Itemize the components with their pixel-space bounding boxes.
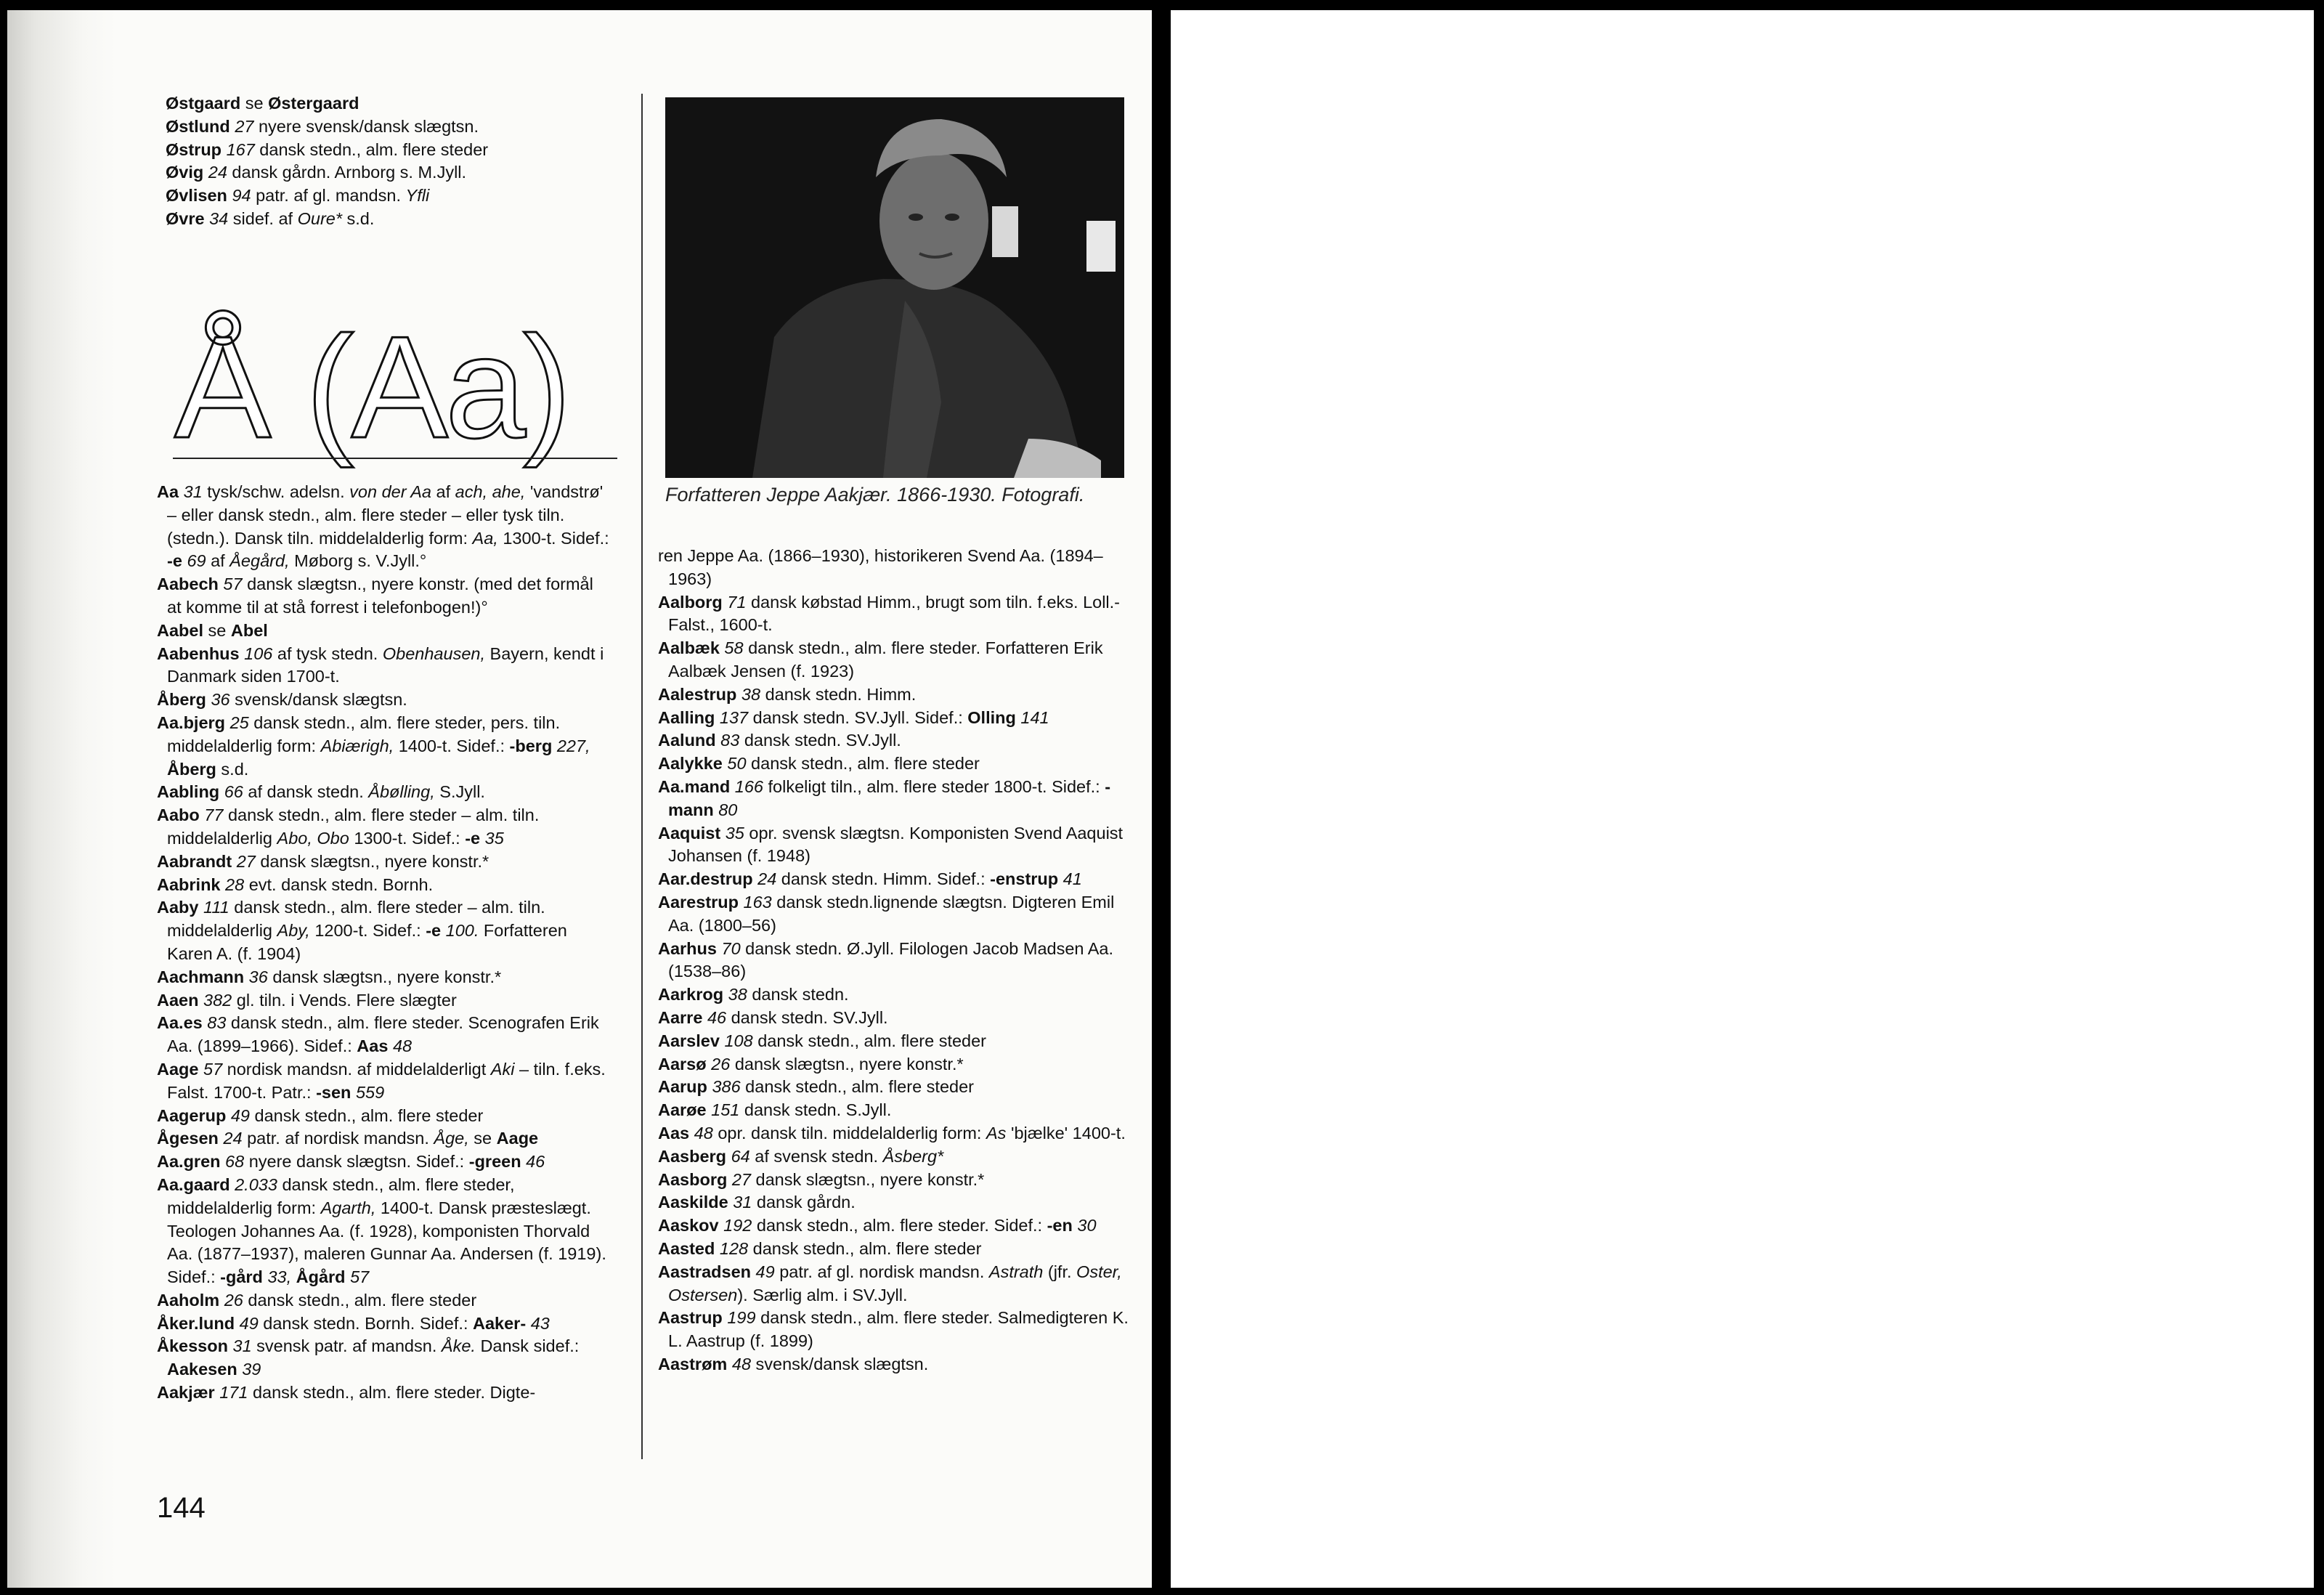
- author-photograph: [665, 97, 1124, 478]
- dictionary-entry: Aabrandt 27 dansk slægtsn., nyere konstr.*: [157, 851, 489, 871]
- entry-list-left: [157, 481, 612, 1405]
- dictionary-entry: Aabenhus 106 af tysk stedn. Obenhausen, Bayern, kendt i Danmark siden 1700-t.: [157, 644, 604, 686]
- dictionary-entry: Aa 31 tysk/schw. adelsn. von der Aa af ach, ahe, 'vandstrø' – eller dansk stedn., alm. flere steder – eller tysk tiln. (stedn.). Dansk tiln. middelalderlig form: Aa, 1300-t. Sidef.: -e 69 af Åegård, Møborg s. V.Jyll.°: [157, 482, 609, 571]
- dictionary-entry: Ågesen 24 patr. af nordisk mandsn. Åge, se Aage: [157, 1129, 539, 1148]
- dictionary-entry: Aasted 128 dansk stedn., alm. flere steder: [658, 1238, 982, 1258]
- dictionary-entry: Aarkrog 38 dansk stedn.: [658, 985, 849, 1005]
- dictionary-entry: Aarhus 70 dansk stedn. Ø.Jyll. Filologen Jacob Madsen Aa. (1538–86): [658, 938, 1114, 981]
- dictionary-entry: Aarestrup 163 dansk stedn.lignende slægtsn. Digteren Emil Aa. (1800–56): [658, 892, 1115, 935]
- dictionary-entry: Aalborg 71 dansk købstad Himm., brugt som tiln. f.eks. Loll.-Falst., 1600-t.: [658, 592, 1121, 635]
- dictionary-entry: Aa.gren 68 nyere dansk slægtsn. Sidef.: -green 46: [157, 1152, 545, 1172]
- dictionary-entry: Aarøe 151 dansk stedn. S.Jyll.: [658, 1100, 892, 1120]
- dictionary-entry: Åker.lund 49 dansk stedn. Bornh. Sidef.: Aaker- 43: [157, 1313, 550, 1333]
- dictionary-entry: Aastrup 199 dansk stedn., alm. flere steder. Salmedigteren K. L. Aastrup (f. 1899): [658, 1308, 1129, 1351]
- dictionary-entry: Åkesson 31 svensk patr. af mandsn. Åke. Dansk sidef.: Aakesen 39: [157, 1336, 580, 1379]
- letter-heading: Å (Aa): [174, 307, 569, 468]
- blank-right-page: [1171, 10, 2314, 1588]
- dictionary-entry: Øvre 34 sidef. af Oure* s.d.: [166, 208, 375, 228]
- top-entry-list: [166, 92, 612, 231]
- dictionary-entry: Aar.destrup 24 dansk stedn. Himm. Sidef.: -enstrup 41: [658, 869, 1082, 889]
- dictionary-entry: Aarslev 108 dansk stedn., alm. flere steder: [658, 1031, 987, 1050]
- dictionary-entry: Aas 48 opr. dansk tiln. middelalderlig form: As 'bjælke' 1400-t.: [658, 1123, 1126, 1143]
- dictionary-entry: Aa.mand 166 folkeligt tiln., alm. flere steder 1800-t. Sidef.: -mann 80: [658, 776, 1111, 819]
- dictionary-entry: Aasberg 64 af svensk stedn. Åsberg*: [658, 1146, 944, 1166]
- left-page: [7, 10, 1152, 1588]
- dictionary-entry: Aalund 83 dansk stedn. SV.Jyll.: [658, 731, 901, 750]
- dictionary-entry: Aagerup 49 dansk stedn., alm. flere steder: [157, 1105, 484, 1125]
- page-number: 144: [157, 1492, 206, 1524]
- heading-rule: [173, 458, 617, 459]
- dictionary-entry: Aastradsen 49 patr. af gl. nordisk mandsn. Astrath (jfr. Oster, Ostersen). Særlig alm. i SV.Jyll.: [658, 1262, 1122, 1304]
- dictionary-entry: Østrup 167 dansk stedn., alm. flere steder: [166, 139, 489, 159]
- dictionary-entry: ren Jeppe Aa. (1866–1930), historikeren Svend Aa. (1894–1963): [658, 546, 1103, 588]
- dictionary-entry: Aabel se Abel: [157, 620, 268, 640]
- dictionary-entry: Øvig 24 dansk gårdn. Arnborg s. M.Jyll.: [166, 163, 467, 182]
- dictionary-entry: Aarup 386 dansk stedn., alm. flere steder: [658, 1077, 974, 1097]
- dictionary-entry: Aarre 46 dansk stedn. SV.Jyll.: [658, 1007, 888, 1027]
- dictionary-entry: Østgaard se Østergaard: [166, 94, 359, 113]
- photo-caption: Forfatteren Jeppe Aakjær. 1866-1930. Fotografi.: [665, 484, 1085, 506]
- dictionary-entry: Aarsø 26 dansk slægtsn., nyere konstr.*: [658, 1054, 964, 1074]
- dictionary-entry: Åberg 36 svensk/dansk slægtsn.: [157, 690, 407, 710]
- dictionary-entry: Aaby 111 dansk stedn., alm. flere steder – alm. tiln. middelalderlig Aby, 1200-t. Sidef.: -e 100. Forfatteren Karen A. (f. 1904): [157, 898, 567, 963]
- dictionary-entry: Aa.gaard 2.033 dansk stedn., alm. flere steder, middelalderlig form: Agarth, 1400-t. Dansk præsteslægt. Teologen Johannes Aa. (f. 1928), komponisten Thorvald Aa. (1877–1937), maleren Gunnar Aa. Andersen (f. 1919). Sidef.: -gård 33, Ågård 57: [157, 1174, 606, 1287]
- entry-list-right: [658, 545, 1130, 1376]
- dictionary-entry: Aa.es 83 dansk stedn., alm. flere steder. Scenografen Erik Aa. (1899–1966). Sidef.: Aas 48: [157, 1013, 599, 1056]
- dictionary-entry: Aalling 137 dansk stedn. SV.Jyll. Sidef.: Olling 141: [658, 707, 1049, 727]
- dictionary-entry: Aalykke 50 dansk stedn., alm. flere steder: [658, 754, 980, 774]
- dictionary-entry: Aaquist 35 opr. svensk slægtsn. Komponisten Svend Aaquist Johansen (f. 1948): [658, 823, 1124, 866]
- dictionary-entry: Østlund 27 nyere svensk/dansk slægtsn.: [166, 116, 479, 136]
- dictionary-entry: Aabrink 28 evt. dansk stedn. Bornh.: [157, 874, 434, 894]
- dictionary-entry: Øvlisen 94 patr. af gl. mandsn. Yfli: [166, 186, 430, 206]
- dictionary-entry: Aabling 66 af dansk stedn. Åbølling, S.Jyll.: [157, 782, 485, 802]
- dictionary-entry: Aabech 57 dansk slægtsn., nyere konstr. (med det formål at komme til at stå forrest i telefonbogen!)°: [157, 575, 593, 617]
- dictionary-entry: Aakjær 171 dansk stedn., alm. flere steder. Digte-: [157, 1383, 536, 1403]
- dictionary-entry: Aaskov 192 dansk stedn., alm. flere steder. Sidef.: -en 30: [658, 1216, 1097, 1235]
- dictionary-entry: Aalestrup 38 dansk stedn. Himm.: [658, 684, 917, 704]
- page-gutter-shadow: [7, 10, 116, 1588]
- column-divider: [641, 94, 643, 1459]
- dictionary-entry: Aaskilde 31 dansk gårdn.: [658, 1193, 856, 1212]
- dictionary-entry: Aa.bjerg 25 dansk stedn., alm. flere steder, pers. tiln. middelalderlig form: Abiærigh, 1400-t. Sidef.: -berg 227, Åberg s.d.: [157, 713, 590, 779]
- dictionary-entry: Aasborg 27 dansk slægtsn., nyere konstr.*: [658, 1169, 985, 1189]
- dictionary-entry: Aaen 382 gl. tiln. i Vends. Flere slægter: [157, 990, 457, 1010]
- dictionary-entry: Aastrøm 48 svensk/dansk slægtsn.: [658, 1354, 929, 1373]
- dictionary-entry: Aabo 77 dansk stedn., alm. flere steder – alm. tiln. middelalderlig Abo, Obo 1300-t. Sidef.: -e 35: [157, 805, 540, 848]
- dictionary-entry: Aage 57 nordisk mandsn. af middelalderligt Aki – tiln. f.eks. Falst. 1700-t. Patr.: -sen 559: [157, 1059, 606, 1102]
- dictionary-entry: Aaholm 26 dansk stedn., alm. flere steder: [157, 1290, 477, 1310]
- portrait-image: [665, 97, 1124, 478]
- dictionary-entry: Aachmann 36 dansk slægtsn., nyere konstr.*: [157, 967, 502, 986]
- dictionary-entry: Aalbæk 58 dansk stedn., alm. flere steder. Forfatteren Erik Aalbæk Jensen (f. 1923): [658, 638, 1103, 681]
